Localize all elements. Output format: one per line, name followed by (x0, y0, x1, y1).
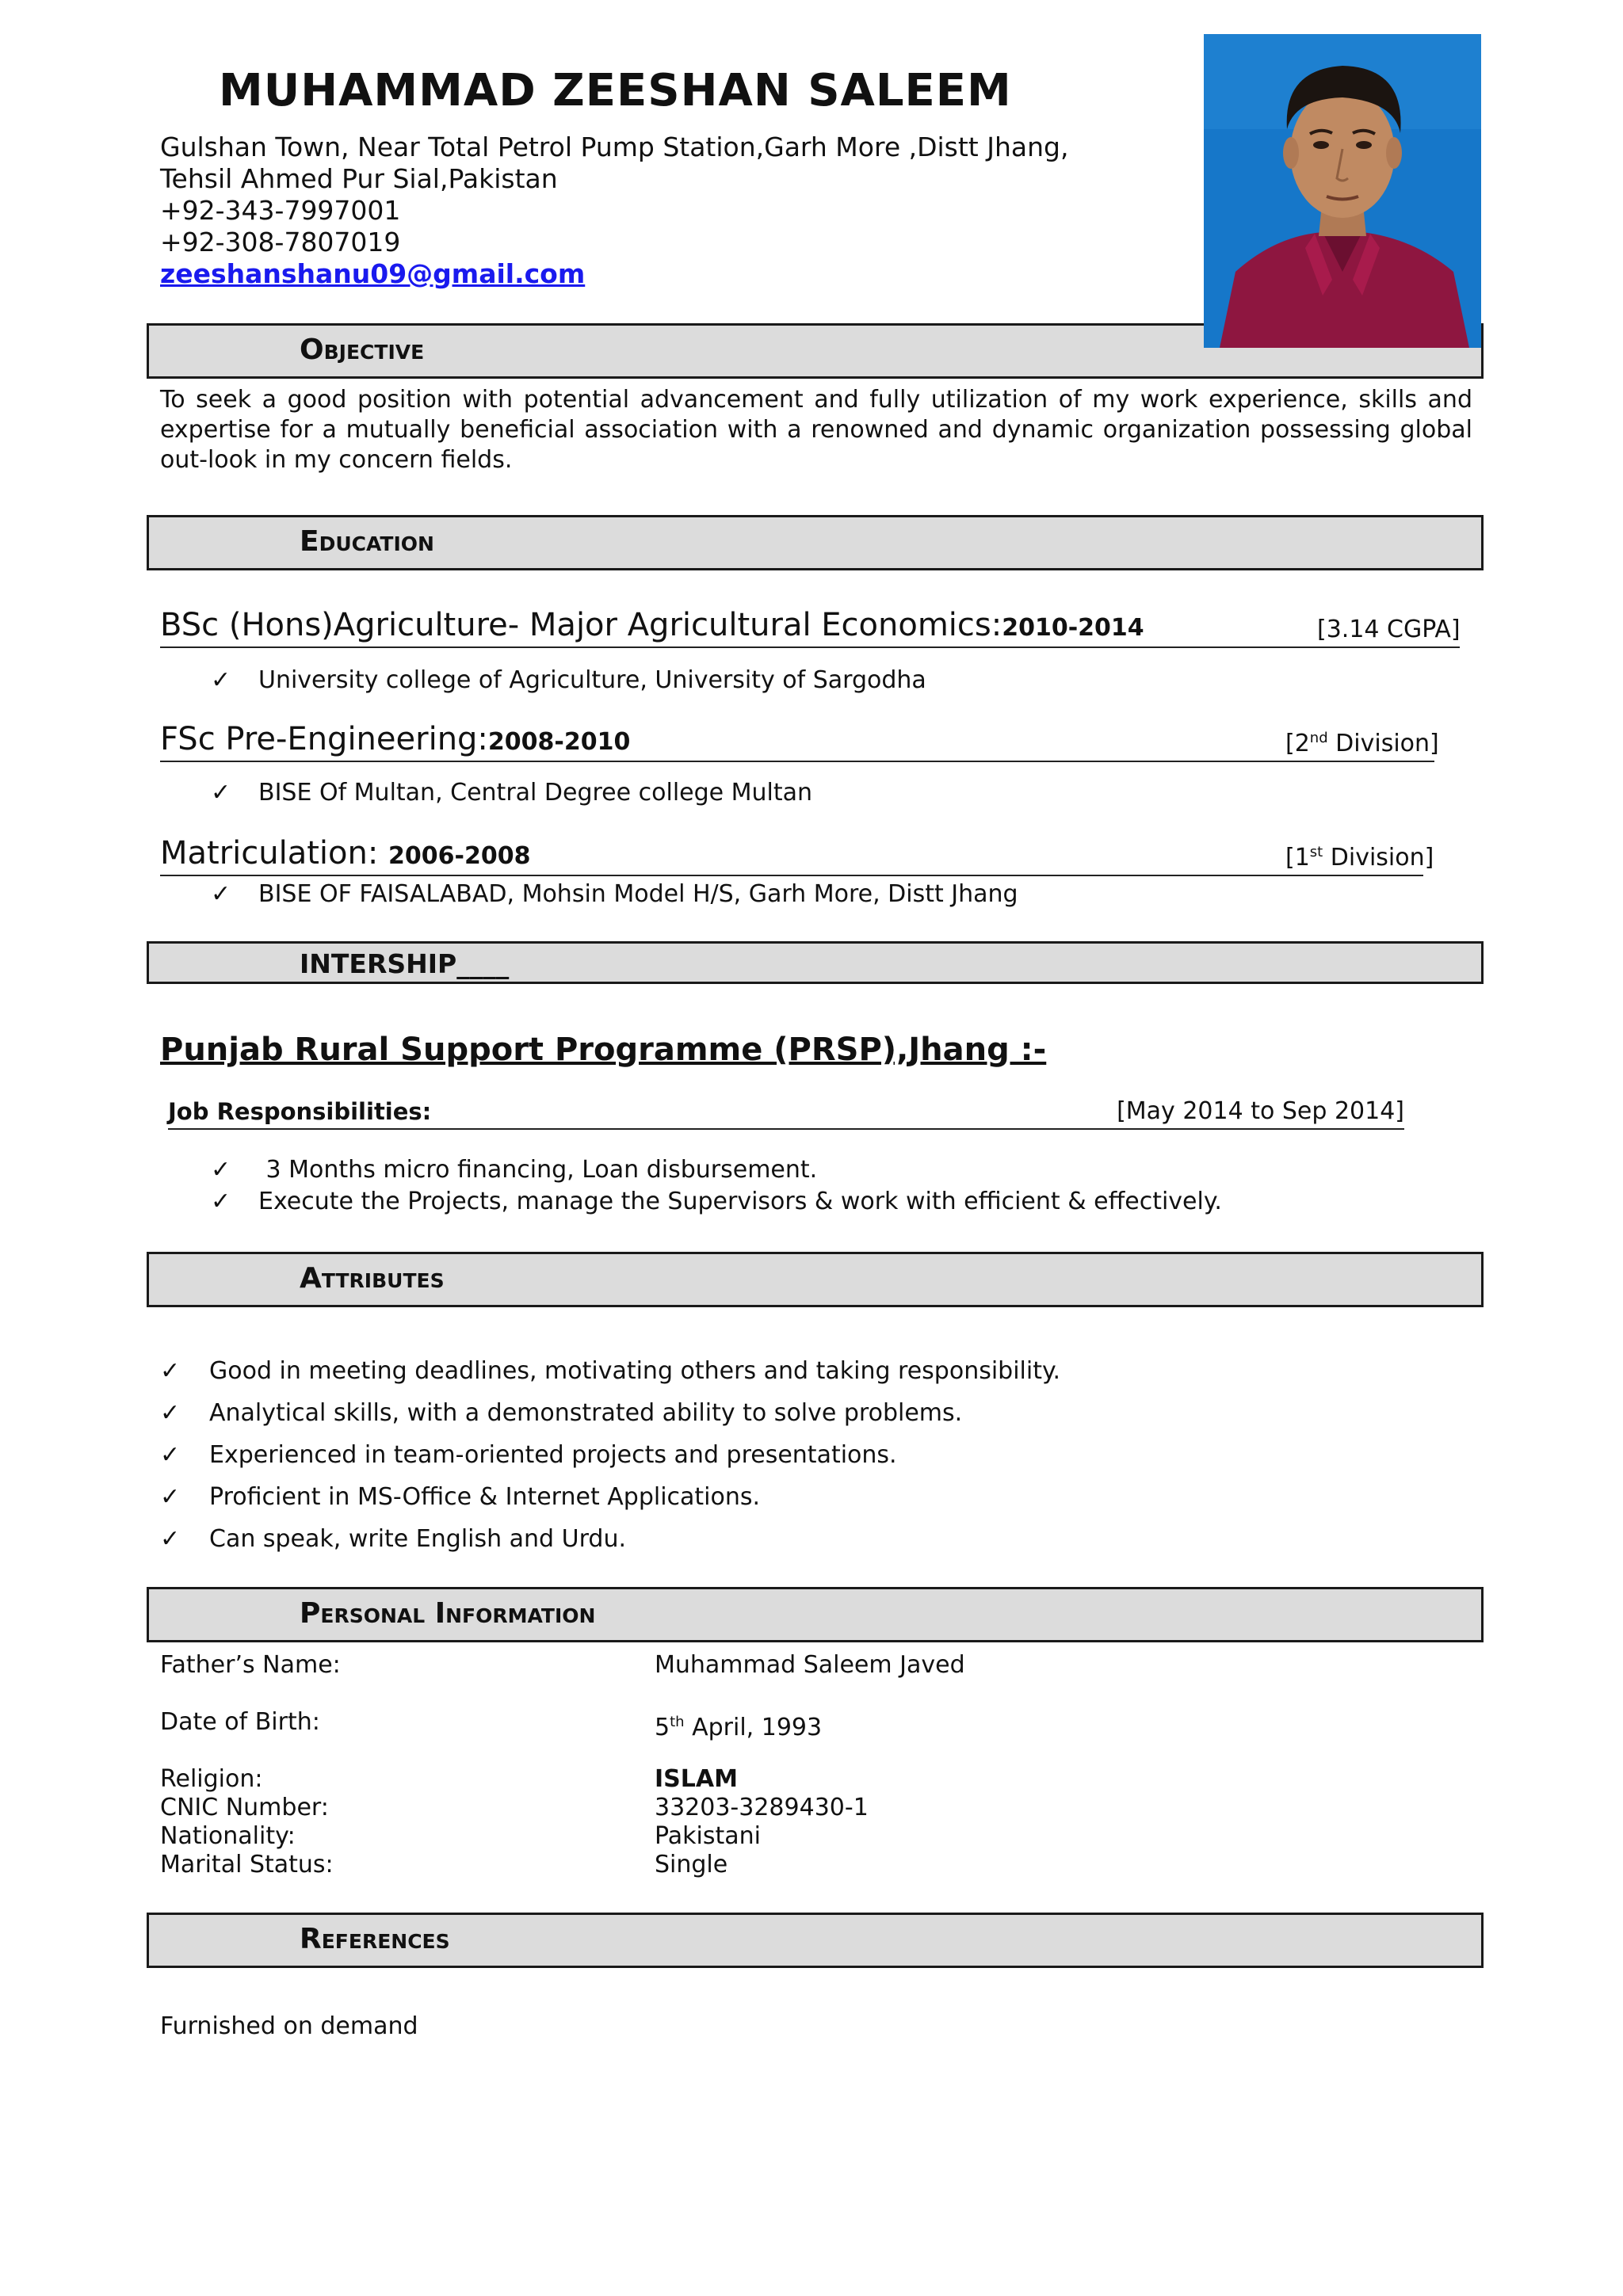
list-item (211, 1187, 1222, 1217)
check-icon: ✓ (160, 1441, 181, 1469)
degree-bsc (160, 605, 1460, 648)
job-responsibilities-row (168, 1093, 1404, 1130)
list-item (211, 666, 926, 696)
education-heading: Education (300, 525, 434, 558)
list-item (160, 1440, 897, 1470)
degree-years: 2006-2008 (388, 842, 531, 870)
attribute-text: Experienced in team-oriented projects and presentations. (209, 1441, 897, 1469)
references-bar (147, 1913, 1484, 1968)
address-line-2: Tehsil Ahmed Pur Sial,Pakistan (160, 163, 558, 194)
cnic-label: CNIC Number: (160, 1794, 329, 1821)
dob-value (655, 1708, 822, 1742)
attributes-heading: Attributes (300, 1262, 445, 1295)
degree-grade: [2 (1285, 730, 1310, 757)
internship-period: [May 2014 to Sep 2014] (1117, 1097, 1404, 1125)
attributes-bar (147, 1252, 1484, 1307)
grade-rest: Division] (1323, 844, 1434, 871)
grade-rest: Division] (1327, 730, 1439, 757)
check-icon: ✓ (211, 779, 231, 807)
references-text: Furnished on demand (160, 2012, 418, 2040)
internship-organization: Punjab Rural Support Programme (PRSP),Jhang :- (160, 1032, 1047, 1068)
check-icon: ✓ (211, 1188, 231, 1215)
objective-heading: Objective (300, 334, 425, 366)
profile-photo-graphic (1204, 34, 1481, 348)
degree-matric (160, 833, 1434, 876)
personal-info-heading: Personal Information (300, 1597, 596, 1630)
marital-status-value: Single (655, 1851, 728, 1878)
list-item (160, 1398, 962, 1428)
degree-title: Matriculation: (160, 835, 389, 871)
phone-2: +92-308-7807019 (160, 227, 401, 257)
dob-suffix: th (670, 1714, 685, 1730)
degree-grade: [3.14 CGPA] (1317, 616, 1461, 643)
institute-text: BISE OF FAISALABAD, Mohsin Model H/S, Garh More, Distt Jhang (258, 880, 1018, 908)
address-line-1: Gulshan Town, Near Total Petrol Pump Station,Garh More ,Distt Jhang, (160, 132, 1069, 162)
degree-years: 2008-2010 (487, 728, 631, 756)
grade-suffix: st (1309, 844, 1323, 860)
check-icon: ✓ (160, 1357, 181, 1385)
check-icon: ✓ (160, 1483, 181, 1511)
institute-text: University college of Agriculture, University of Sargodha (258, 666, 926, 694)
dob-day: 5 (655, 1714, 670, 1741)
list-item (160, 1524, 626, 1554)
attribute-text: Good in meeting deadlines, motivating others and taking responsibility. (209, 1357, 1060, 1385)
check-icon: ✓ (160, 1525, 181, 1553)
fathers-name-label: Father’s Name: (160, 1651, 341, 1679)
marital-status-label: Marital Status: (160, 1851, 334, 1878)
degree-years: 2010-2014 (1002, 614, 1144, 642)
list-item (160, 1356, 1060, 1386)
profile-photo (1204, 34, 1481, 348)
candidate-name: MUHAMMAD ZEESHAN SALEEM (219, 65, 1012, 116)
list-item (211, 1155, 817, 1185)
email-link[interactable]: zeeshanshanu09@gmail.com (160, 258, 586, 289)
dob-rest: April, 1993 (684, 1714, 823, 1741)
cnic-value: 33203-3289430-1 (655, 1794, 869, 1821)
check-icon: ✓ (160, 1399, 181, 1427)
list-item (211, 879, 1018, 910)
religion-label: Religion: (160, 1765, 263, 1793)
internship-bar (147, 941, 1484, 984)
degree-fsc (160, 719, 1439, 762)
list-item (160, 1482, 760, 1512)
grade-suffix: nd (1309, 730, 1328, 746)
attribute-text: Can speak, write English and Urdu. (209, 1525, 626, 1553)
personal-info-bar (147, 1587, 1484, 1642)
dob-label: Date of Birth: (160, 1708, 320, 1736)
attribute-text: Proficient in MS-Office & Internet Applications. (209, 1483, 761, 1511)
education-bar (147, 515, 1484, 570)
nationality-value: Pakistani (655, 1822, 761, 1850)
duty-text: Execute the Projects, manage the Supervisors & work with efficient & effectively. (258, 1188, 1222, 1215)
attribute-text: Analytical skills, with a demonstrated ability to solve problems. (209, 1399, 963, 1427)
degree-title: BSc (Hons)Agriculture- Major Agricultural Economics: (160, 607, 1002, 643)
degree-title: FSc Pre-Engineering: (160, 721, 488, 757)
institute-text: BISE Of Multan, Central Degree college Multan (258, 779, 813, 807)
check-icon: ✓ (211, 666, 231, 694)
fathers-name-value: Muhammad Saleem Javed (655, 1651, 965, 1679)
objective-text: To seek a good position with potential advancement and fully utilization of my work experience, skills and expertise for a mutually beneficial association with a renowned and dynamic organization possessing global out-look in my concern fields. (160, 386, 1472, 474)
references-heading: References (300, 1923, 450, 1955)
nationality-label: Nationality: (160, 1822, 296, 1850)
list-item (211, 778, 812, 808)
check-icon: ✓ (211, 880, 231, 908)
check-icon: ✓ (211, 1156, 231, 1184)
duty-text: 3 Months micro financing, Loan disbursement. (258, 1156, 818, 1184)
religion-value: ISLAM (655, 1765, 738, 1793)
job-responsibilities-label: Job Responsibilities: (168, 1098, 432, 1125)
degree-grade: [1 (1285, 844, 1310, 871)
phone-1: +92-343-7997001 (160, 195, 401, 226)
internship-heading: INTERSHIP____ (300, 948, 510, 979)
